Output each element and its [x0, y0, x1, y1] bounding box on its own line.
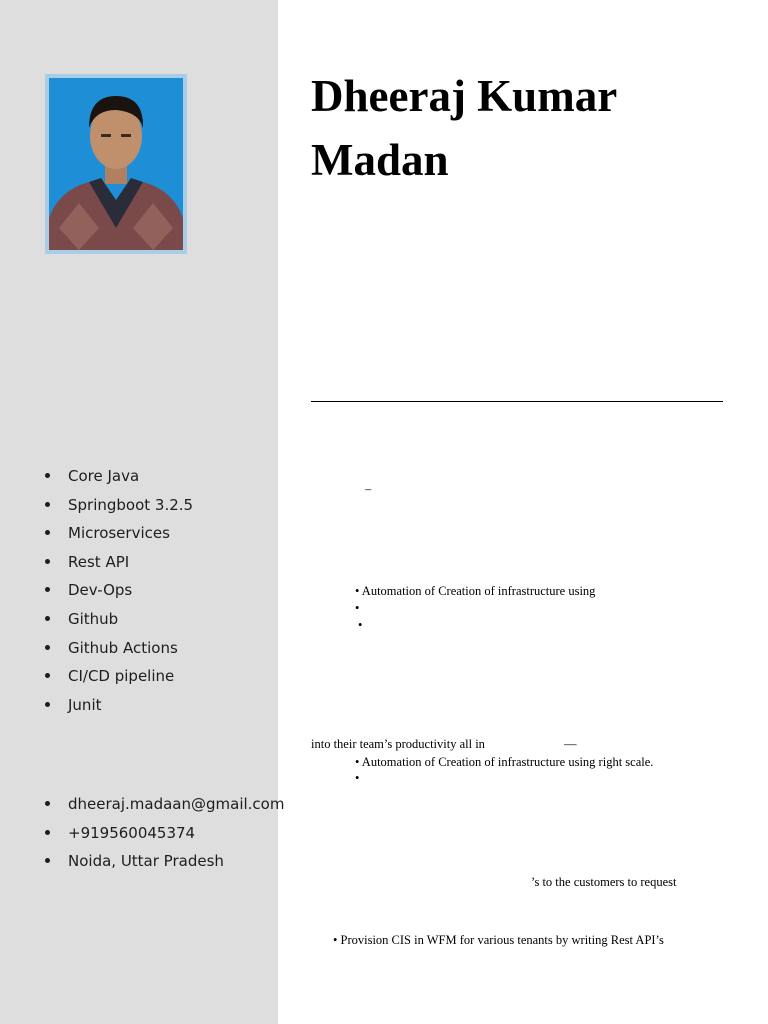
bullet-automation-1: • Automation of Creation of infrastructure using [355, 584, 596, 598]
bullet-empty-1: • [355, 601, 360, 615]
list-item: Github Actions [0, 638, 193, 667]
divider [311, 401, 723, 402]
list-item: Junit [0, 695, 193, 724]
dash-text: – [365, 482, 372, 496]
list-item: CI/CD pipeline [0, 666, 193, 695]
bullet-empty-2: • [358, 618, 363, 632]
profile-photo [45, 74, 187, 254]
skills-list [0, 466, 193, 723]
contact-email: dheeraj.madaan@gmail.com [0, 794, 284, 823]
contact-list [0, 794, 284, 880]
list-item: Dev-Ops [0, 580, 193, 609]
list-item: Springboot 3.2.5 [0, 495, 193, 524]
name-line-2: Madan [311, 135, 449, 185]
list-item: Rest API [0, 552, 193, 581]
list-item: Github [0, 609, 193, 638]
page-title [311, 64, 617, 192]
name-line-1: Dheeraj Kumar [311, 71, 618, 121]
customers-text: ’s to the customers to request [531, 875, 677, 889]
list-item: Core Java [0, 466, 193, 495]
bullet-automation-2: • Automation of Creation of infrastructure using right scale. [355, 755, 654, 769]
provision-text: • Provision CIS in WFM for various tenants by writing Rest API’s [333, 933, 664, 947]
list-item: Microservices [0, 523, 193, 552]
sidebar [0, 0, 285, 1024]
contact-location: Noida, Uttar Pradesh [0, 851, 284, 880]
productivity-text: into their team’s productivity all in [311, 737, 485, 751]
bullet-empty-3: • [355, 771, 360, 785]
em-dash-text: — [564, 737, 577, 751]
profile-photo-image [49, 78, 183, 250]
contact-phone: +919560045374 [0, 823, 284, 852]
